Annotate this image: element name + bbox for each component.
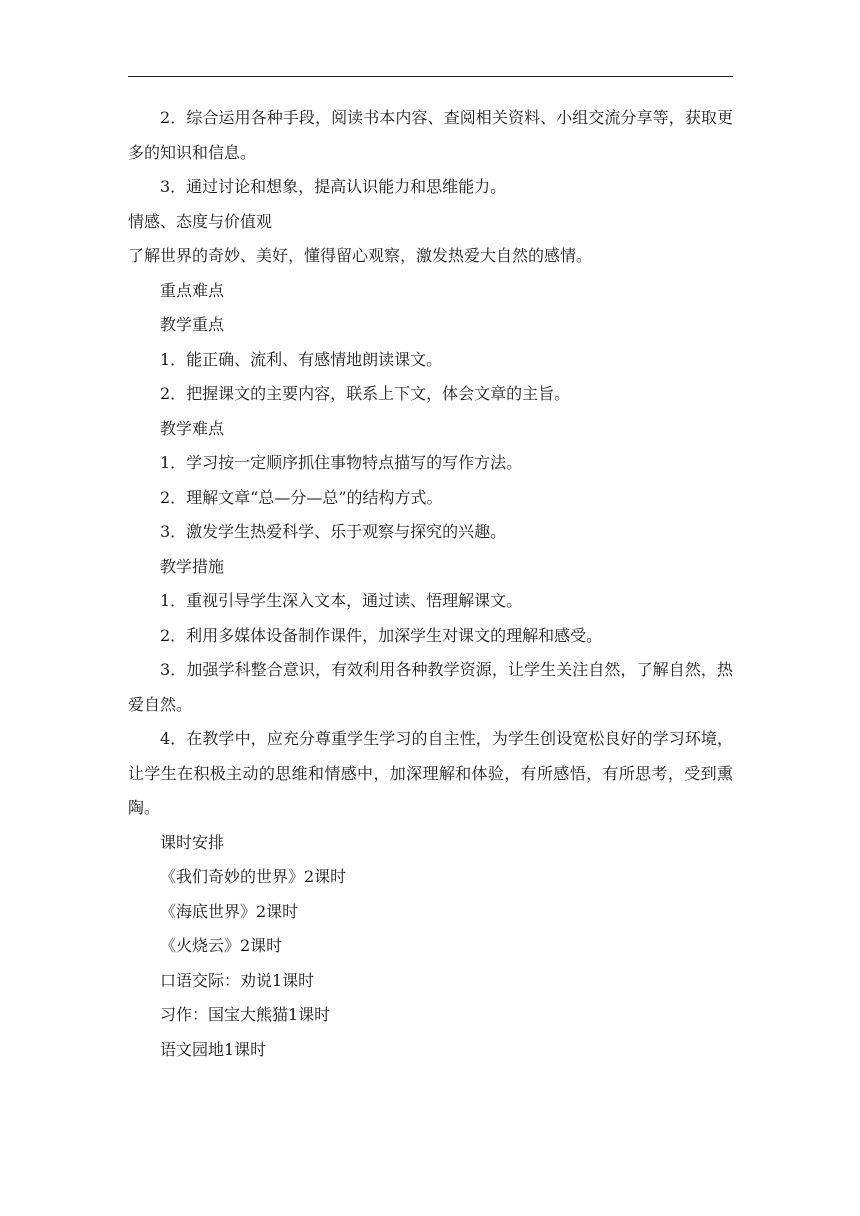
schedule-item-2: 《海底世界》2课时 [160,901,299,921]
schedule-item-5: 习作：国宝大熊猫1课时 [160,1005,331,1024]
paragraph-focus-1: 1．能正确、流利、有感情地朗读课文。 [160,349,443,369]
paragraph-objective-2: 2．综合运用各种手段，阅读书本内容、查阅相关资料、小组交流分享等，获取更多的知识和信息。 [128,108,733,162]
paragraph-objective-3: 3．通过讨论和想象，提高认识能力和思维能力。 [160,177,507,196]
paragraph-difficulty-3: 3．激发学生热爱科学、乐于观察与探究的兴趣。 [160,522,507,541]
heading-emotion-attitude: 情感、态度与价值观 [128,211,273,231]
header-rule [128,76,733,77]
paragraph-measure-2: 2．利用多媒体设备制作课件，加深学生对课文的理解和感受。 [160,625,603,645]
document-body [128,101,733,1067]
schedule-item-3: 《火烧云》2课时 [160,936,283,955]
heading-key-difficult-points: 重点难点 [160,280,225,300]
schedule-item-1: 《我们奇妙的世界》2课时 [160,867,347,886]
paragraph-difficulty-2: 2．理解文章“总—分—总”的结构方式。 [160,487,443,507]
heading-teaching-difficulty: 教学难点 [160,418,225,438]
paragraph-measure-3: 3．加强学科整合意识，有效利用各种教学资源，让学生关注自然，了解自然，热爱自然。 [128,660,733,714]
paragraph-focus-2: 2．把握课文的主要内容，联系上下文，体会文章的主旨。 [160,384,571,403]
paragraph-emotion-goal: 了解世界的奇妙、美好，懂得留心观察，激发热爱大自然的感情。 [128,246,593,265]
schedule-item-4: 口语交际：劝说1课时 [160,970,315,990]
paragraph-measure-4: 4．在教学中，应充分尊重学生学习的自主性，为学生创设宽松良好的学习环境，让学生在积极主动的思维和情感中，加深理解和体验，有所感悟，有所思考，受到熏陶。 [128,729,733,817]
schedule-item-6: 语文园地1课时 [160,1039,267,1059]
paragraph-measure-1: 1．重视引导学生深入文本，通过读、悟理解课文。 [160,591,523,610]
heading-class-schedule: 课时安排 [160,832,225,852]
heading-teaching-measures: 教学措施 [160,556,225,576]
paragraph-difficulty-1: 1．学习按一定顺序抓住事物特点描写的写作方法。 [160,453,523,472]
heading-teaching-focus: 教学重点 [160,315,225,334]
